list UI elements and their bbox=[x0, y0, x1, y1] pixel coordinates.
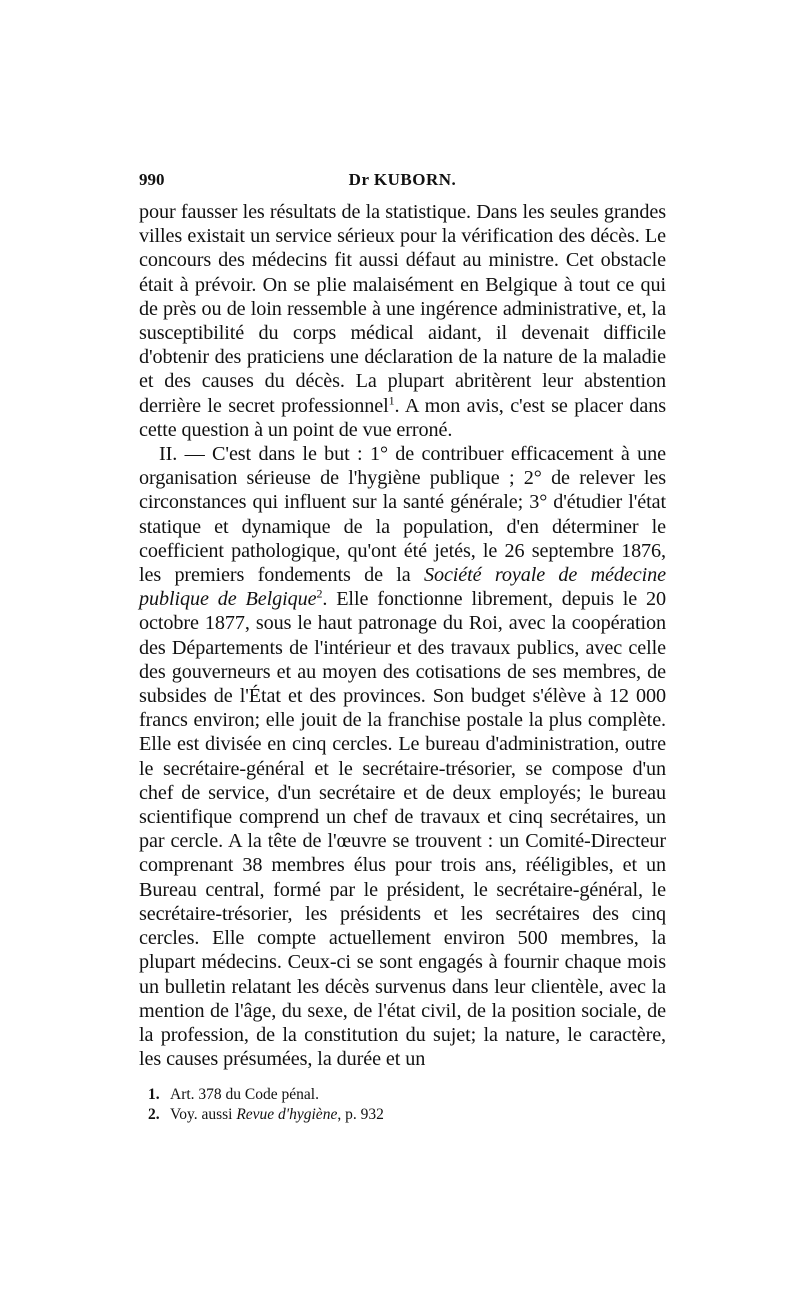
footnote-text: Art. 378 du Code pénal. bbox=[170, 1086, 319, 1103]
running-head: Dr KUBORN. bbox=[348, 170, 457, 189]
footnote-1 bbox=[148, 1085, 668, 1105]
footnote-ref-2: 2 bbox=[316, 586, 323, 601]
paragraph-1-end: . A mon avis, c'est se placer dans cette question à un point de vue erroné. bbox=[139, 394, 667, 441]
footnotes bbox=[148, 1085, 668, 1125]
footnote-text-suffix: , p. 932 bbox=[337, 1106, 384, 1123]
footnote-text-prefix: Voy. aussi bbox=[170, 1106, 237, 1123]
footnote-ref-1: 1 bbox=[388, 392, 395, 407]
body-text bbox=[139, 200, 666, 1071]
page-header bbox=[139, 170, 666, 196]
paragraph-1-text: pour fausser les résultats de la statistique. Dans les seules grandes villes existait un service sérieux pour la vérification des décès. Le concours des médecins fit aussi défaut au ministre. Cet obstacle était à prévoir. On se plie malaisément en Belgique à tout ce qui de près ou de loin ressemble à une ingérence administrative, et, la susceptibilité du corps médical aidant, il devenait difficile d'obtenir des praticiens une déclaration de la nature de la maladie et des causes du décès. La plupart abritèrent leur abstention derrière le secret professionnel bbox=[139, 201, 666, 417]
journal-title: Revue d'hygiène bbox=[236, 1106, 338, 1123]
paragraph-2-end: . Elle fonctionne librement, depuis le 20 octobre 1877, sous le haut patronage du Roi, avec la coopération des Départements de l'intérieur et des travaux publics, avec celle des gouverneurs et au moyen des cotisations de ses membres, de subsides de l'État et des provinces. Son budget s'élève à 12 000 francs environ; elle jouit de la franchise postale la plus complète. Elle est divisée en cinq cercles. Le bureau d'administration, outre le secrétaire-général et le secrétaire-trésorier, se compose d'un chef de service, d'un secrétaire et de deux employés; le bureau scientifique comprend un chef de travaux et cinq secrétaires, un par cercle. A la tête de l'œuvre se trouvent : un Comité-Directeur comprenant 38 membres élus pour trois ans, rééligibles, et un Bureau central, formé par le président, le secrétaire-général, le secrétaire-trésorier, les présidents et les secrétaires des cinq cercles. Elle compte actuellement environ 500 membres, la plupart médecins. Ceux-ci se sont engagés à fournir chaque mois un bulletin relatant les décès survenus dans leur clientèle, avec la mention de l'âge, du sexe, de l'état civil, de la position sociale, de la profession, de la constitution du sujet; la nature, le caractère, les causes présumées, la durée et un bbox=[139, 588, 667, 1071]
footnote-number: 1. bbox=[148, 1086, 160, 1103]
society-name: Société royale de médecine publique de Belgique bbox=[139, 564, 666, 611]
footnote-number: 2. bbox=[148, 1106, 160, 1123]
footnote-2 bbox=[148, 1105, 668, 1125]
page-number: 990 bbox=[139, 170, 165, 189]
paragraph-1 bbox=[139, 200, 666, 442]
paragraph-2-start: II. — C'est dans le but : 1° de contribuer efficacement à une organisation sérieuse de l'hygiène publique ; 2° de relever les circonstances qui influent sur la santé générale; 3° d'étudier l'état statique et dynamique de la population, d'en déterminer le coefficient pathologique, qu'ont été jetés, le 26 septembre 1876, les premiers fondements de la bbox=[139, 443, 666, 587]
paragraph-2 bbox=[139, 442, 666, 1071]
